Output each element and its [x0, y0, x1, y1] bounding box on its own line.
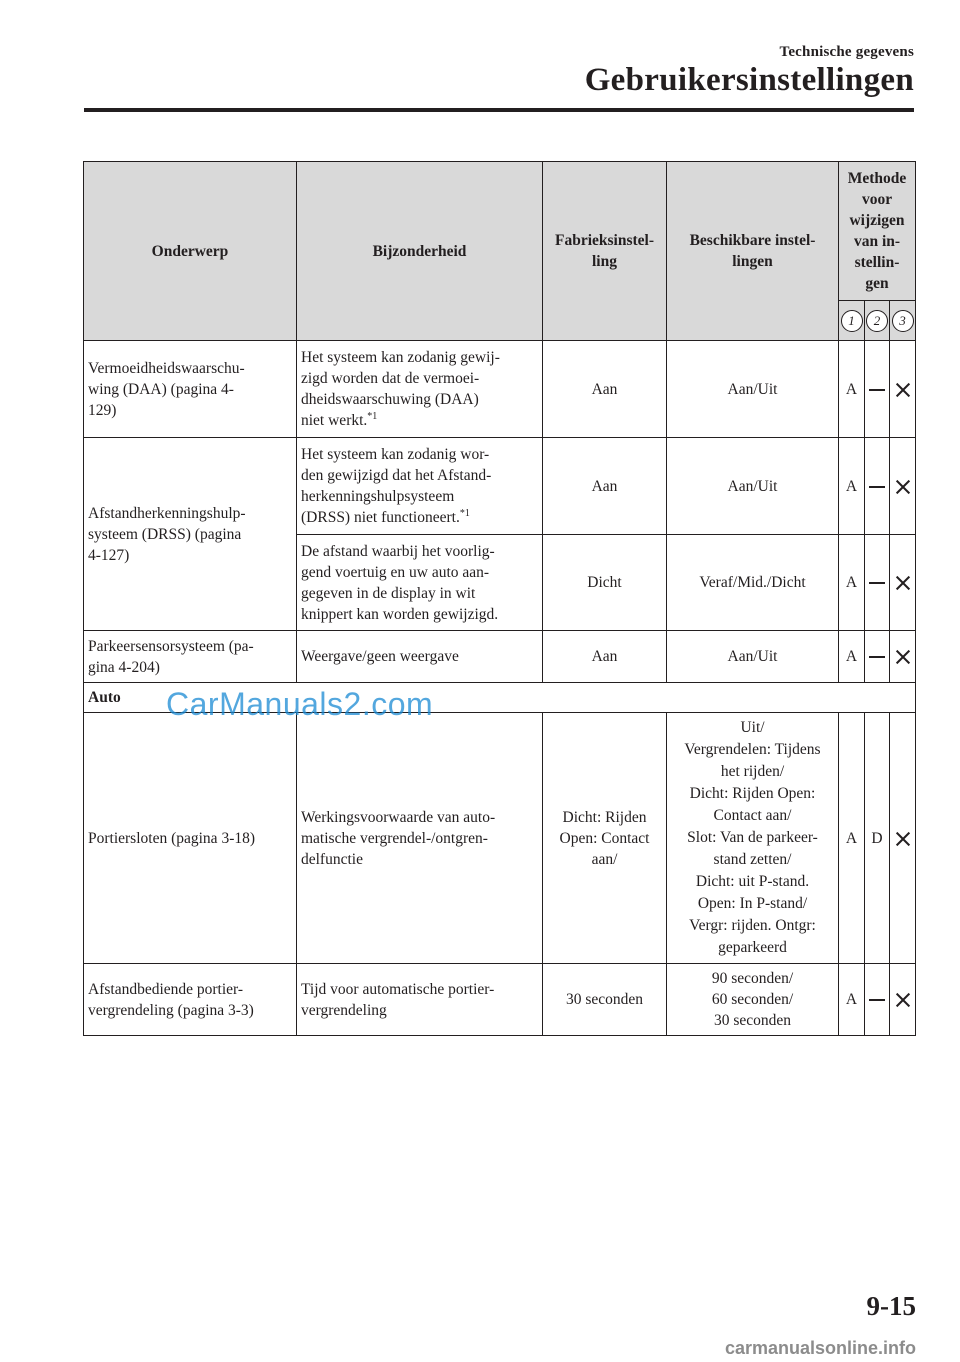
cell-detail: De afstand waarbij het voorlig- gend voertuig en uw auto aan- gegeven in de display in wit knippert kan worden gewijzigd.	[297, 535, 543, 631]
circled-number-3-icon: 3	[892, 310, 914, 332]
cross-icon	[896, 832, 910, 846]
detail-text: Het systeem kan zodanig gewij- zigd worden dat de vermoei- dheidswaarschuwing (DAA) niet werkt.	[301, 349, 500, 429]
table-row	[84, 964, 916, 1036]
cell-method-2	[865, 341, 890, 438]
cell-factory: 30 seconden	[543, 964, 667, 1036]
dash-icon	[869, 999, 885, 1001]
cell-factory: Aan	[543, 438, 667, 535]
cell-available: Veraf/Mid./Dicht	[667, 535, 839, 631]
cell-method-2	[865, 631, 890, 683]
dash-icon	[869, 582, 885, 584]
cell-available: Aan/Uit	[667, 438, 839, 535]
footer-site-watermark: carmanualsonline.info	[724, 1338, 916, 1358]
cell-method-1: A	[839, 535, 865, 631]
header-row	[84, 162, 916, 301]
header-detail	[297, 162, 543, 341]
cell-detail	[297, 438, 543, 535]
cell-method-3	[890, 535, 916, 631]
detail-text: Het systeem kan zodanig wor- den gewijzigd dat het Afstand- herkenningshulpsysteem (DRSS) niet functioneert.	[301, 446, 492, 526]
cell-available: Aan/Uit	[667, 341, 839, 438]
page-title: Gebruikersinstellingen	[584, 62, 914, 98]
cell-factory: Aan	[543, 631, 667, 683]
cell-factory: Aan	[543, 341, 667, 438]
cell-method-3	[890, 631, 916, 683]
cell-available: Aan/Uit	[667, 631, 839, 683]
method-number-1	[839, 301, 865, 341]
cell-method-1: A	[839, 631, 865, 683]
cell-method-1: A	[839, 713, 865, 964]
cross-icon	[896, 576, 910, 590]
cell-subject: Vermoeidheidswaarschu- wing (DAA) (pagina 4- 129)	[84, 341, 297, 438]
dash-icon	[869, 389, 885, 391]
cell-subject: Parkeersensorsysteem (pa- gina 4-204)	[84, 631, 297, 683]
cell-detail: Tijd voor automatische portier- vergrendeling	[297, 964, 543, 1036]
cell-method-2	[865, 535, 890, 631]
cell-method-3	[890, 713, 916, 964]
watermark: CarManuals2.com	[166, 686, 434, 722]
cell-method-2: D	[865, 713, 890, 964]
cell-detail: Weergave/geen weergave	[297, 631, 543, 683]
cell-subject: Portiersloten (pagina 3-18)	[84, 713, 297, 964]
cell-detail: Werkingsvoorwaarde van auto- matische vergrendel-/ontgren- delfunctie	[297, 713, 543, 964]
section-label: Technische gegevens	[779, 44, 914, 60]
settings-table	[83, 161, 916, 1036]
table-row	[84, 713, 916, 964]
circled-number-2-icon: 2	[866, 310, 888, 332]
table-row	[84, 631, 916, 683]
cell-method-2	[865, 964, 890, 1036]
cell-available: 90 seconden/ 60 seconden/ 30 seconden	[667, 964, 839, 1036]
header-subject	[84, 162, 297, 341]
cell-method-2	[865, 438, 890, 535]
cross-icon	[896, 993, 910, 1007]
header-factory: Fabrieksinstel- ling	[543, 162, 667, 341]
cell-method-1: A	[839, 341, 865, 438]
header-method: Methode voor wijzigen van in- stellin- gen	[839, 162, 916, 301]
dash-icon	[869, 486, 885, 488]
cell-method-3	[890, 964, 916, 1036]
footnote-marker: *1	[367, 410, 378, 422]
cell-method-3	[890, 341, 916, 438]
page-number: 9-15	[866, 1291, 916, 1321]
cell-method-3	[890, 438, 916, 535]
dash-icon	[869, 656, 885, 658]
table-row	[84, 438, 916, 535]
title-divider	[84, 108, 914, 112]
cell-factory: Dicht: Rijden Open: Contact aan/	[543, 713, 667, 964]
header-available: Beschikbare instel- lingen	[667, 162, 839, 341]
cell-detail	[297, 341, 543, 438]
cell-available: Uit/ Vergrendelen: Tijdens het rijden/ Dicht: Rijden Open: Contact aan/ Slot: Van de parkeer- stand zetten/ Dicht: uit P-stand. Open: In P-stand/ Vergr: rijden. Ontgr: geparkeerd	[667, 713, 839, 964]
cross-icon	[896, 650, 910, 664]
cell-method-1: A	[839, 438, 865, 535]
cell-subject: Afstandbediende portier- vergrendeling (pagina 3-3)	[84, 964, 297, 1036]
cross-icon	[896, 383, 910, 397]
method-number-3	[890, 301, 916, 341]
method-number-2	[865, 301, 890, 341]
cell-subject: Afstandherkenningshulp- systeem (DRSS) (pagina 4-127)	[84, 438, 297, 631]
cell-method-1: A	[839, 964, 865, 1036]
footnote-marker: *1	[459, 507, 470, 519]
group-label: Auto	[84, 683, 916, 713]
cell-factory: Dicht	[543, 535, 667, 631]
circled-number-1-icon: 1	[841, 310, 863, 332]
header-detail-label: Bijzonderheid	[372, 242, 467, 260]
cross-icon	[896, 480, 910, 494]
table-row	[84, 341, 916, 438]
header-subject-label: Onderwerp	[151, 242, 229, 260]
